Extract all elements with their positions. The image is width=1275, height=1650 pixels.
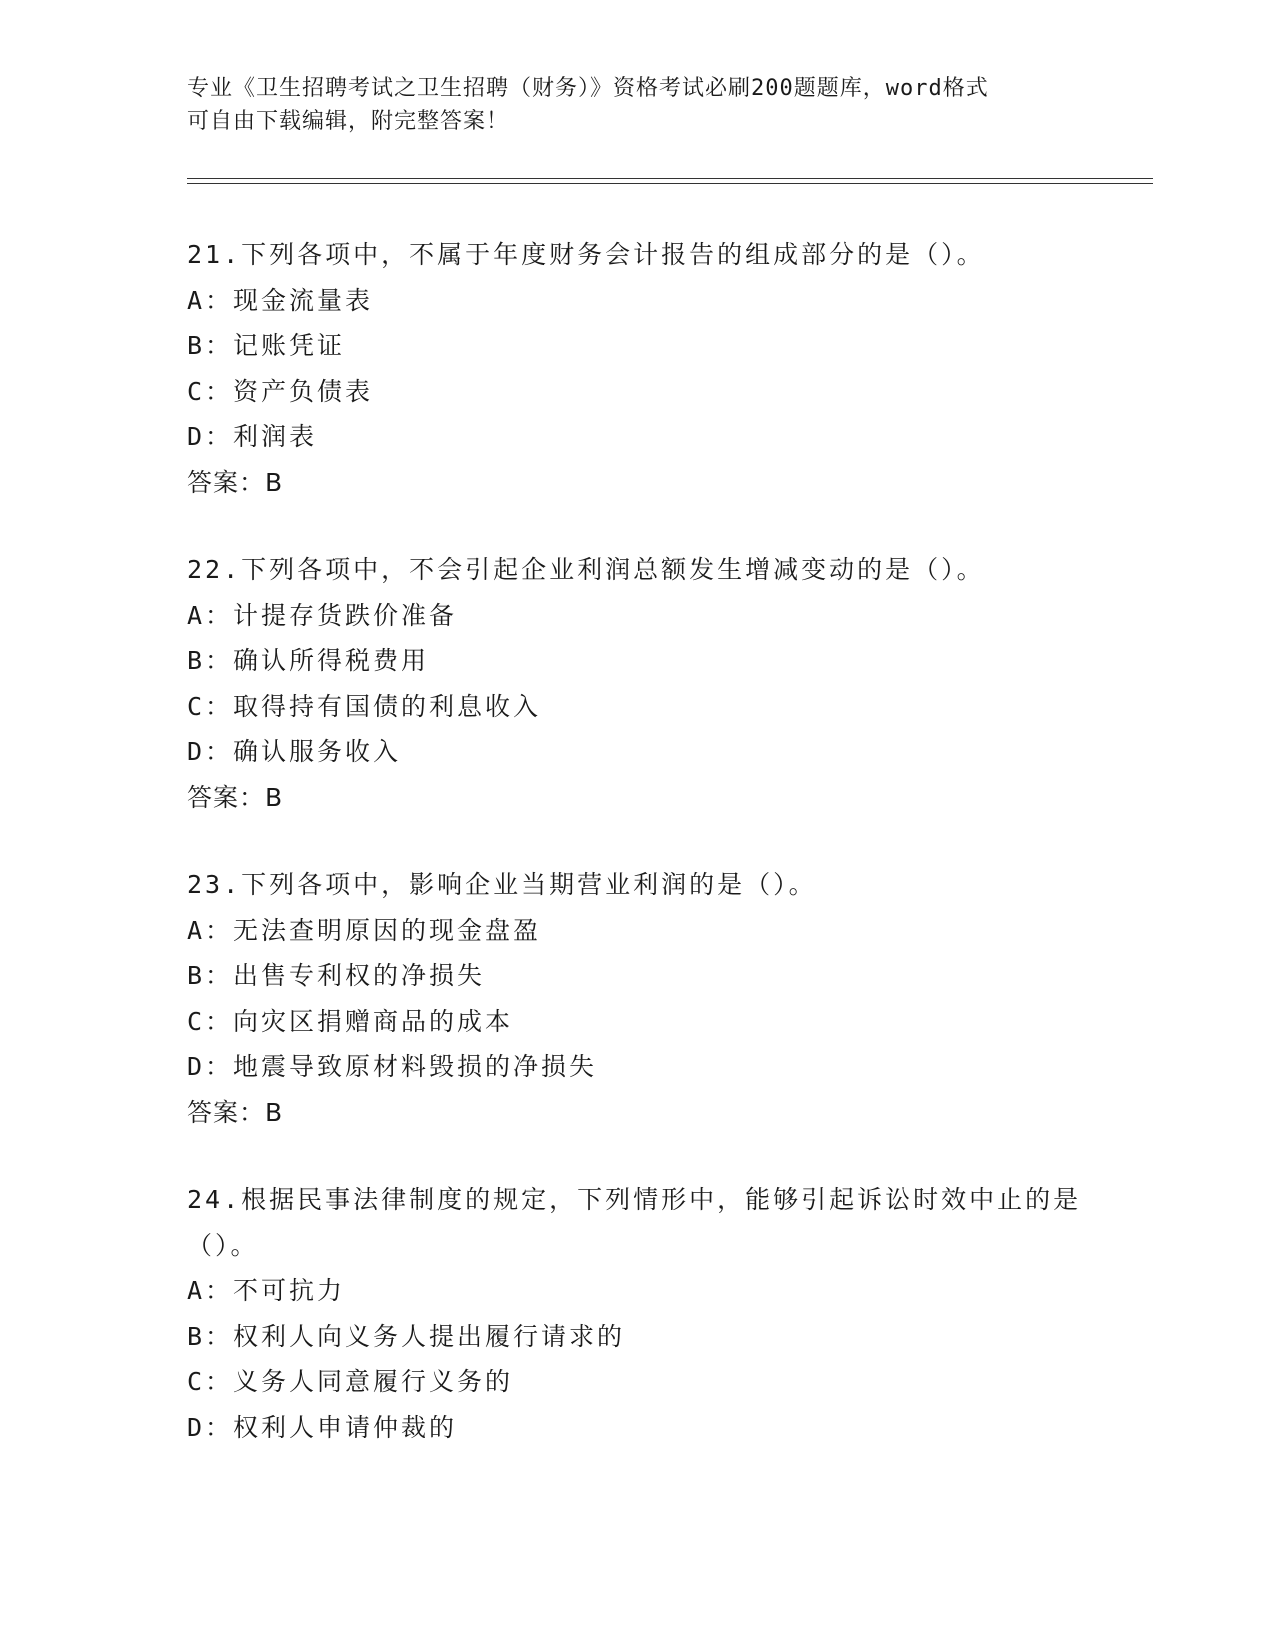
question-22 bbox=[187, 547, 1087, 820]
option-b: B：出售专利权的净损失 bbox=[187, 961, 486, 990]
question-stem: 22.下列各项中，不会引起企业利润总额发生增减变动的是（）。 bbox=[187, 555, 985, 584]
option-b: B：确认所得税费用 bbox=[187, 646, 430, 675]
option-c: C：向灾区捐赠商品的成本 bbox=[187, 1006, 514, 1036]
option-a: A：不可抗力 bbox=[187, 1276, 346, 1305]
answer-label: 答案：B bbox=[187, 782, 284, 812]
question-stem: 23.下列各项中，影响企业当期营业利润的是（）。 bbox=[187, 870, 817, 899]
option-d: D：权利人申请仲裁的 bbox=[187, 1412, 458, 1442]
question-stem: 21.下列各项中，不属于年度财务会计报告的组成部分的是（）。 bbox=[187, 240, 985, 269]
header-title-line-2: 可自由下载编辑，附完整答案！ bbox=[187, 109, 510, 134]
header-divider-top bbox=[187, 178, 1153, 179]
option-a: A：无法查明原因的现金盘盈 bbox=[187, 915, 542, 945]
option-b: B：记账凭证 bbox=[187, 331, 346, 360]
option-c: C：取得持有国债的利息收入 bbox=[187, 691, 542, 721]
question-list bbox=[187, 232, 1087, 1492]
option-a: A：现金流量表 bbox=[187, 285, 374, 315]
option-b: B：权利人向义务人提出履行请求的 bbox=[187, 1321, 626, 1351]
option-a: A：计提存货跌价准备 bbox=[187, 600, 458, 630]
option-d: D：地震导致原材料毁损的净损失 bbox=[187, 1052, 598, 1081]
option-d: D：确认服务收入 bbox=[187, 737, 402, 766]
answer-label: 答案：B bbox=[187, 467, 284, 497]
answer-label: 答案：B bbox=[187, 1097, 284, 1127]
option-d: D：利润表 bbox=[187, 422, 318, 451]
document-header bbox=[187, 72, 1087, 138]
option-c: C：资产负债表 bbox=[187, 376, 374, 406]
header-divider-bottom bbox=[187, 183, 1153, 184]
question-21 bbox=[187, 232, 1087, 505]
header-title-line-1: 专业《卫生招聘考试之卫生招聘（财务）》资格考试必刷200题题库，word格式 bbox=[187, 76, 989, 101]
question-23 bbox=[187, 862, 1087, 1135]
option-c: C：义务人同意履行义务的 bbox=[187, 1367, 514, 1396]
question-stem: 24.根据民事法律制度的规定，下列情形中，能够引起诉讼时效中止的是（）。 bbox=[187, 1185, 1082, 1260]
question-24 bbox=[187, 1177, 1087, 1450]
